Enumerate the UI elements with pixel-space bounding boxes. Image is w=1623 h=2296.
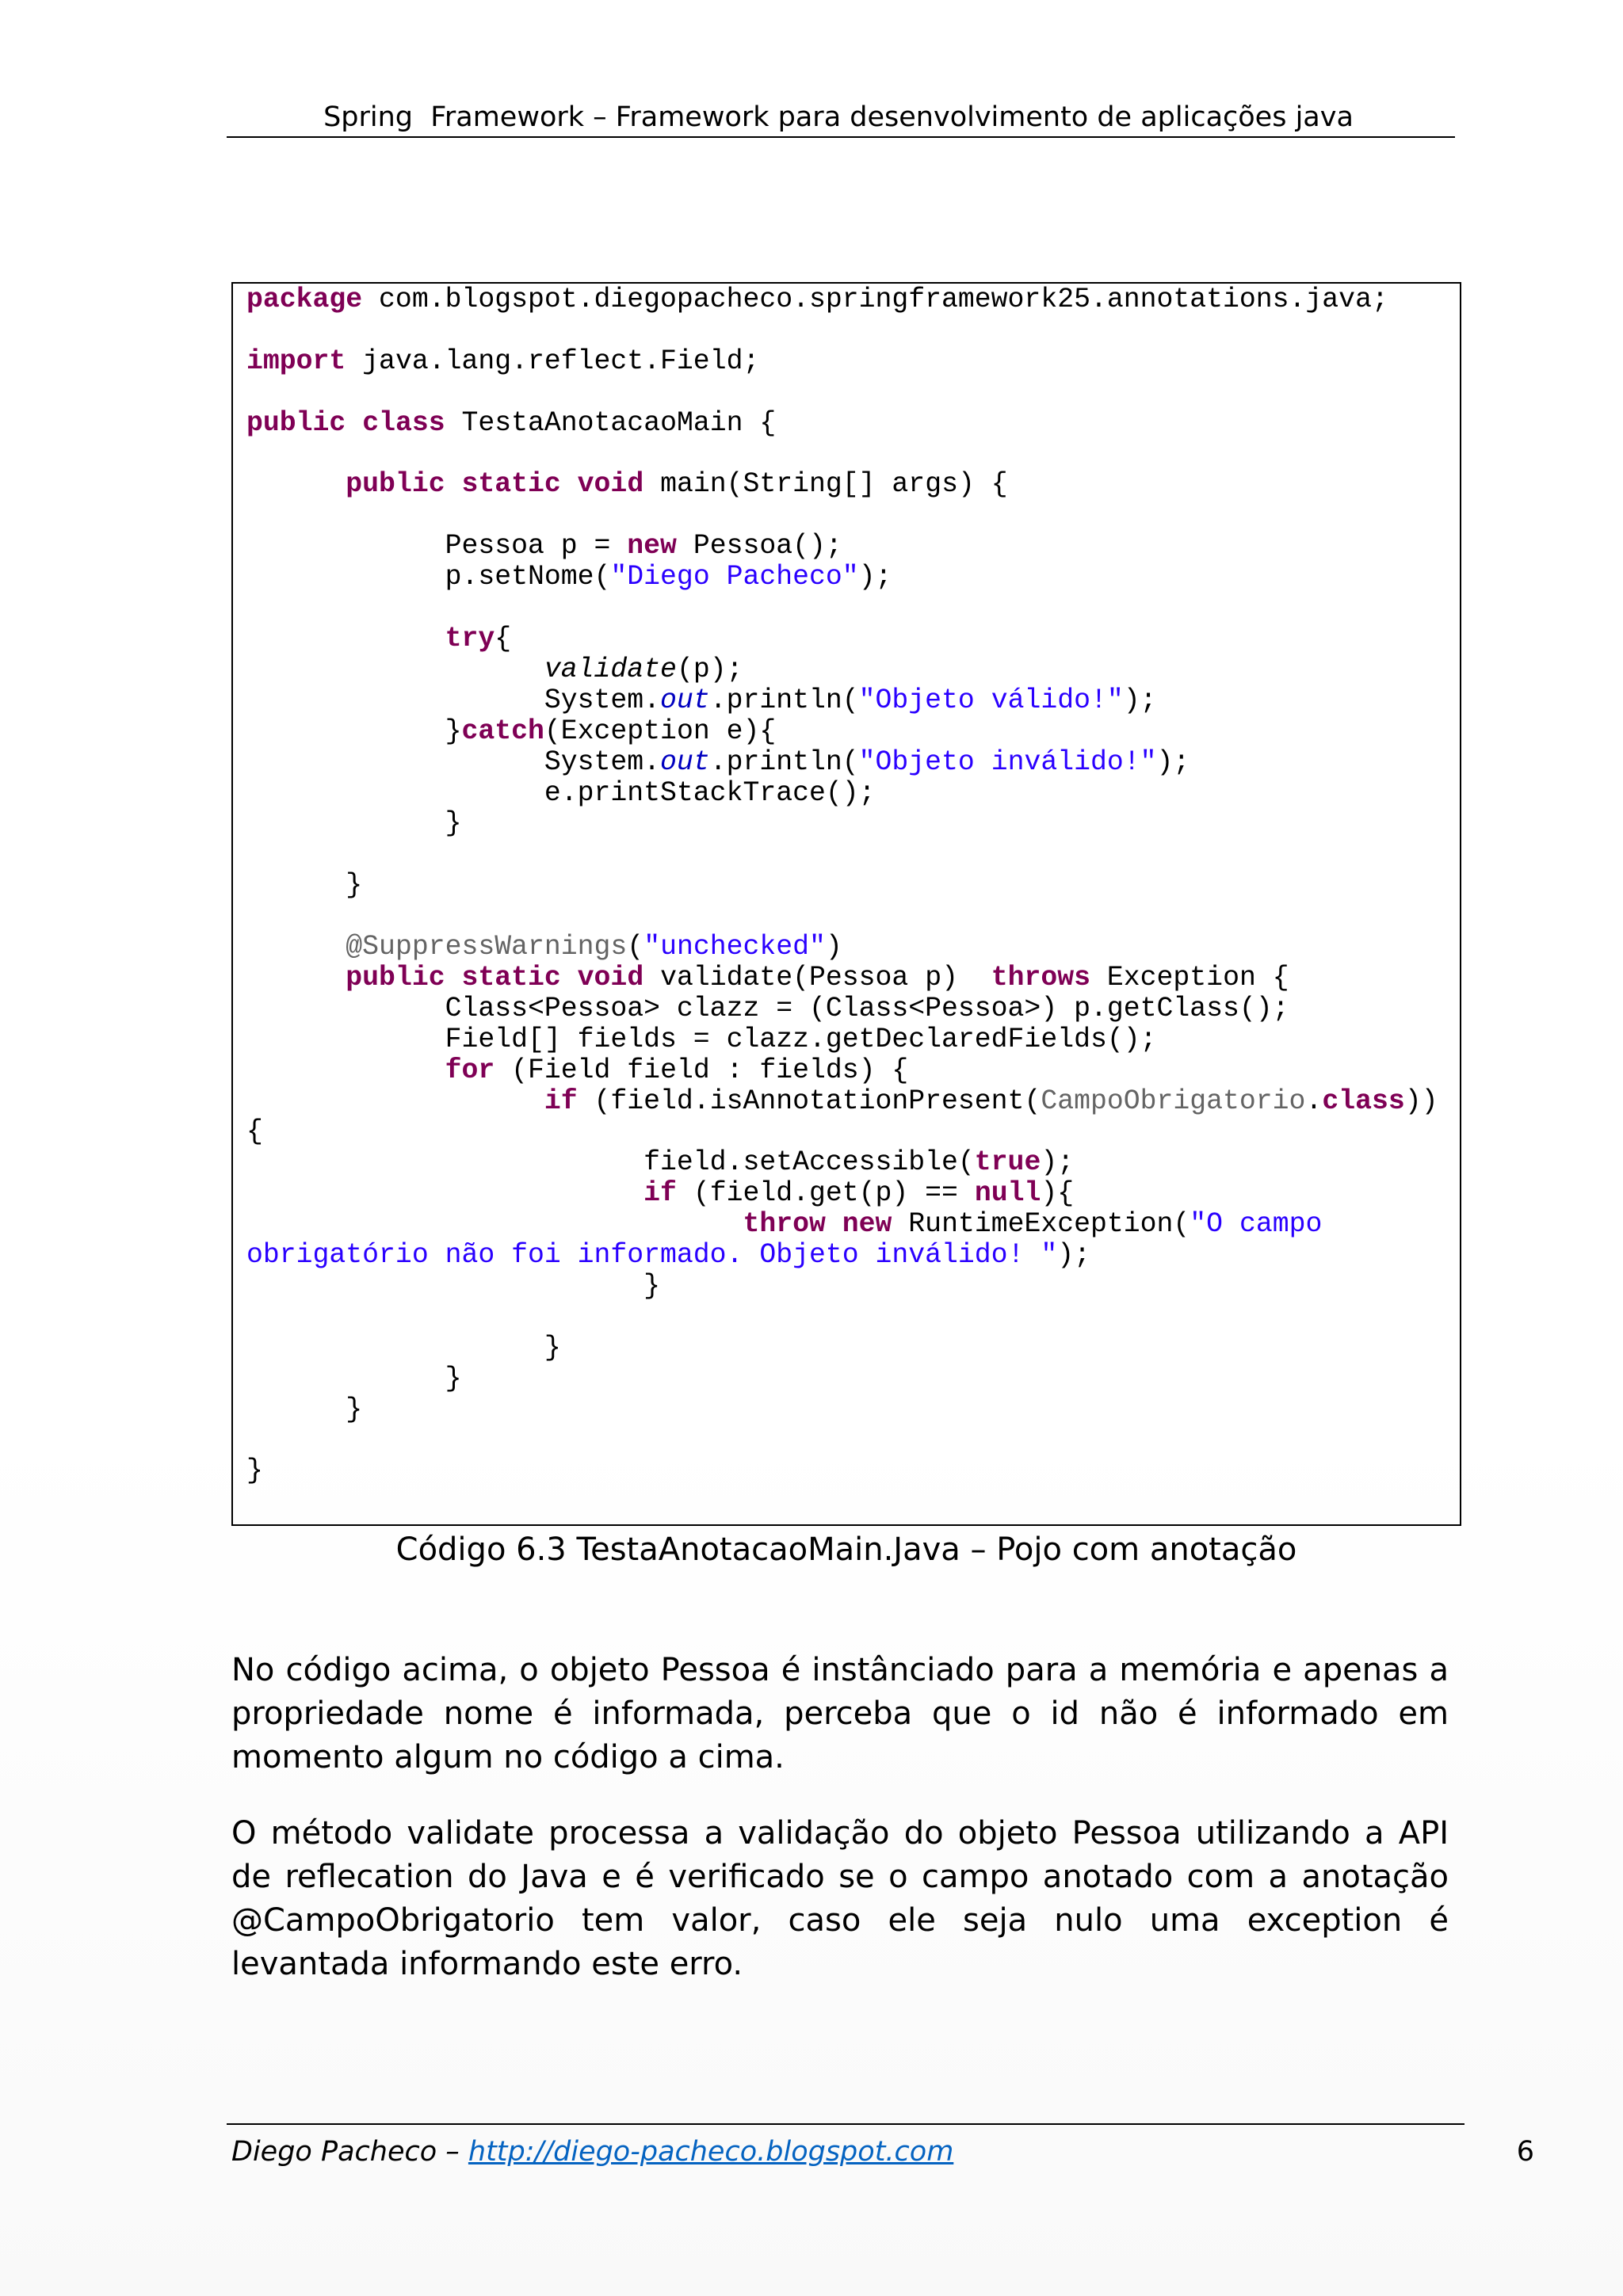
code-line: } (246, 1271, 661, 1302)
code-line (246, 316, 1438, 347)
code-line: if (field.get(p) == null){ (643, 1178, 1075, 1210)
code-line (246, 378, 1438, 409)
code-line: obrigatório não foi informado. Objeto inválido! "); (246, 1240, 1090, 1272)
code-line (246, 501, 1438, 532)
code-line: if (field.isAnnotationPresent(CampoObrigatorio.class)) (544, 1085, 1438, 1117)
code-listing (246, 285, 1438, 1487)
code-line: Field[] fields = clazz.getDeclaredFields(); (246, 1024, 1157, 1055)
code-line: } (246, 1363, 462, 1394)
code-line: package com.blogspot.diegopacheco.springframework25.annotations.java; (246, 284, 1388, 315)
code-line: @SuppressWarnings("unchecked") (346, 932, 842, 963)
code-line: validate(p); (544, 654, 743, 685)
code-line: { (246, 1116, 263, 1148)
code-line (246, 440, 1438, 471)
footer-credit (231, 2134, 953, 2170)
footer-rule (227, 2123, 1465, 2125)
code-line: } (246, 870, 363, 902)
page-number: 6 (1516, 2136, 1534, 2168)
code-line (246, 1302, 1438, 1333)
code-line: } (246, 808, 462, 840)
code-line: for (Field field : fields) { (445, 1055, 909, 1086)
footer-author: Diego Pacheco – (231, 2136, 468, 2168)
code-line (246, 902, 1438, 933)
code-line: }catch(Exception e){ (246, 715, 777, 747)
body-paragraph: O método validate processa a validação do objeto Pessoa utilizando a API de reflecation do Java e é verificado se o campo anotado com a anotação @CampoObrigatorio tem valor, caso ele seja nulo uma exception é levantada informando este erro. (231, 1815, 1449, 1982)
code-line (246, 1426, 1438, 1457)
code-line: Class<Pessoa> clazz = (Class<Pessoa>) p.getClass(); (246, 993, 1289, 1024)
code-line: try{ (445, 623, 512, 654)
code-line: import java.lang.reflect.Field; (246, 345, 760, 377)
code-line: } (246, 1455, 263, 1487)
code-line: public class TestaAnotacaoMain { (246, 407, 777, 439)
code-line: System.out.println("Objeto válido!"); (246, 685, 1157, 716)
code-line: public static void main(String[] args) { (346, 469, 1008, 501)
code-line (246, 840, 1438, 871)
code-line: } (246, 1332, 561, 1363)
code-line: Pessoa p = new Pessoa(); (246, 531, 842, 563)
code-line: System.out.println("Objeto inválido!"); (246, 746, 1190, 778)
code-line: public static void validate(Pessoa p) throws Exception { (346, 962, 1289, 994)
code-line: p.setNome("Diego Pacheco"); (246, 562, 892, 593)
code-line (246, 593, 1438, 624)
code-line: throw new RuntimeException("O campo (743, 1209, 1323, 1241)
body-paragraph: No código acima, o objeto Pessoa é instânciado para a memória e apenas a propriedade nome é informada, perceba que o id não é informado em momento algum no código a cima. (231, 1652, 1449, 1775)
code-line: } (246, 1394, 363, 1425)
code-caption: Código 6.3 TestaAnotacaoMain.Java – Pojo com anotação (395, 1531, 1297, 1568)
code-line: e.printStackTrace(); (246, 777, 876, 809)
running-header: Spring Framework – Framework para desenvolvimento de aplicações java (323, 101, 1354, 133)
code-line: field.setAccessible(true); (246, 1147, 1075, 1179)
footer-link[interactable]: http://diego-pacheco.blogspot.com (468, 2136, 954, 2168)
header-rule (227, 136, 1455, 138)
